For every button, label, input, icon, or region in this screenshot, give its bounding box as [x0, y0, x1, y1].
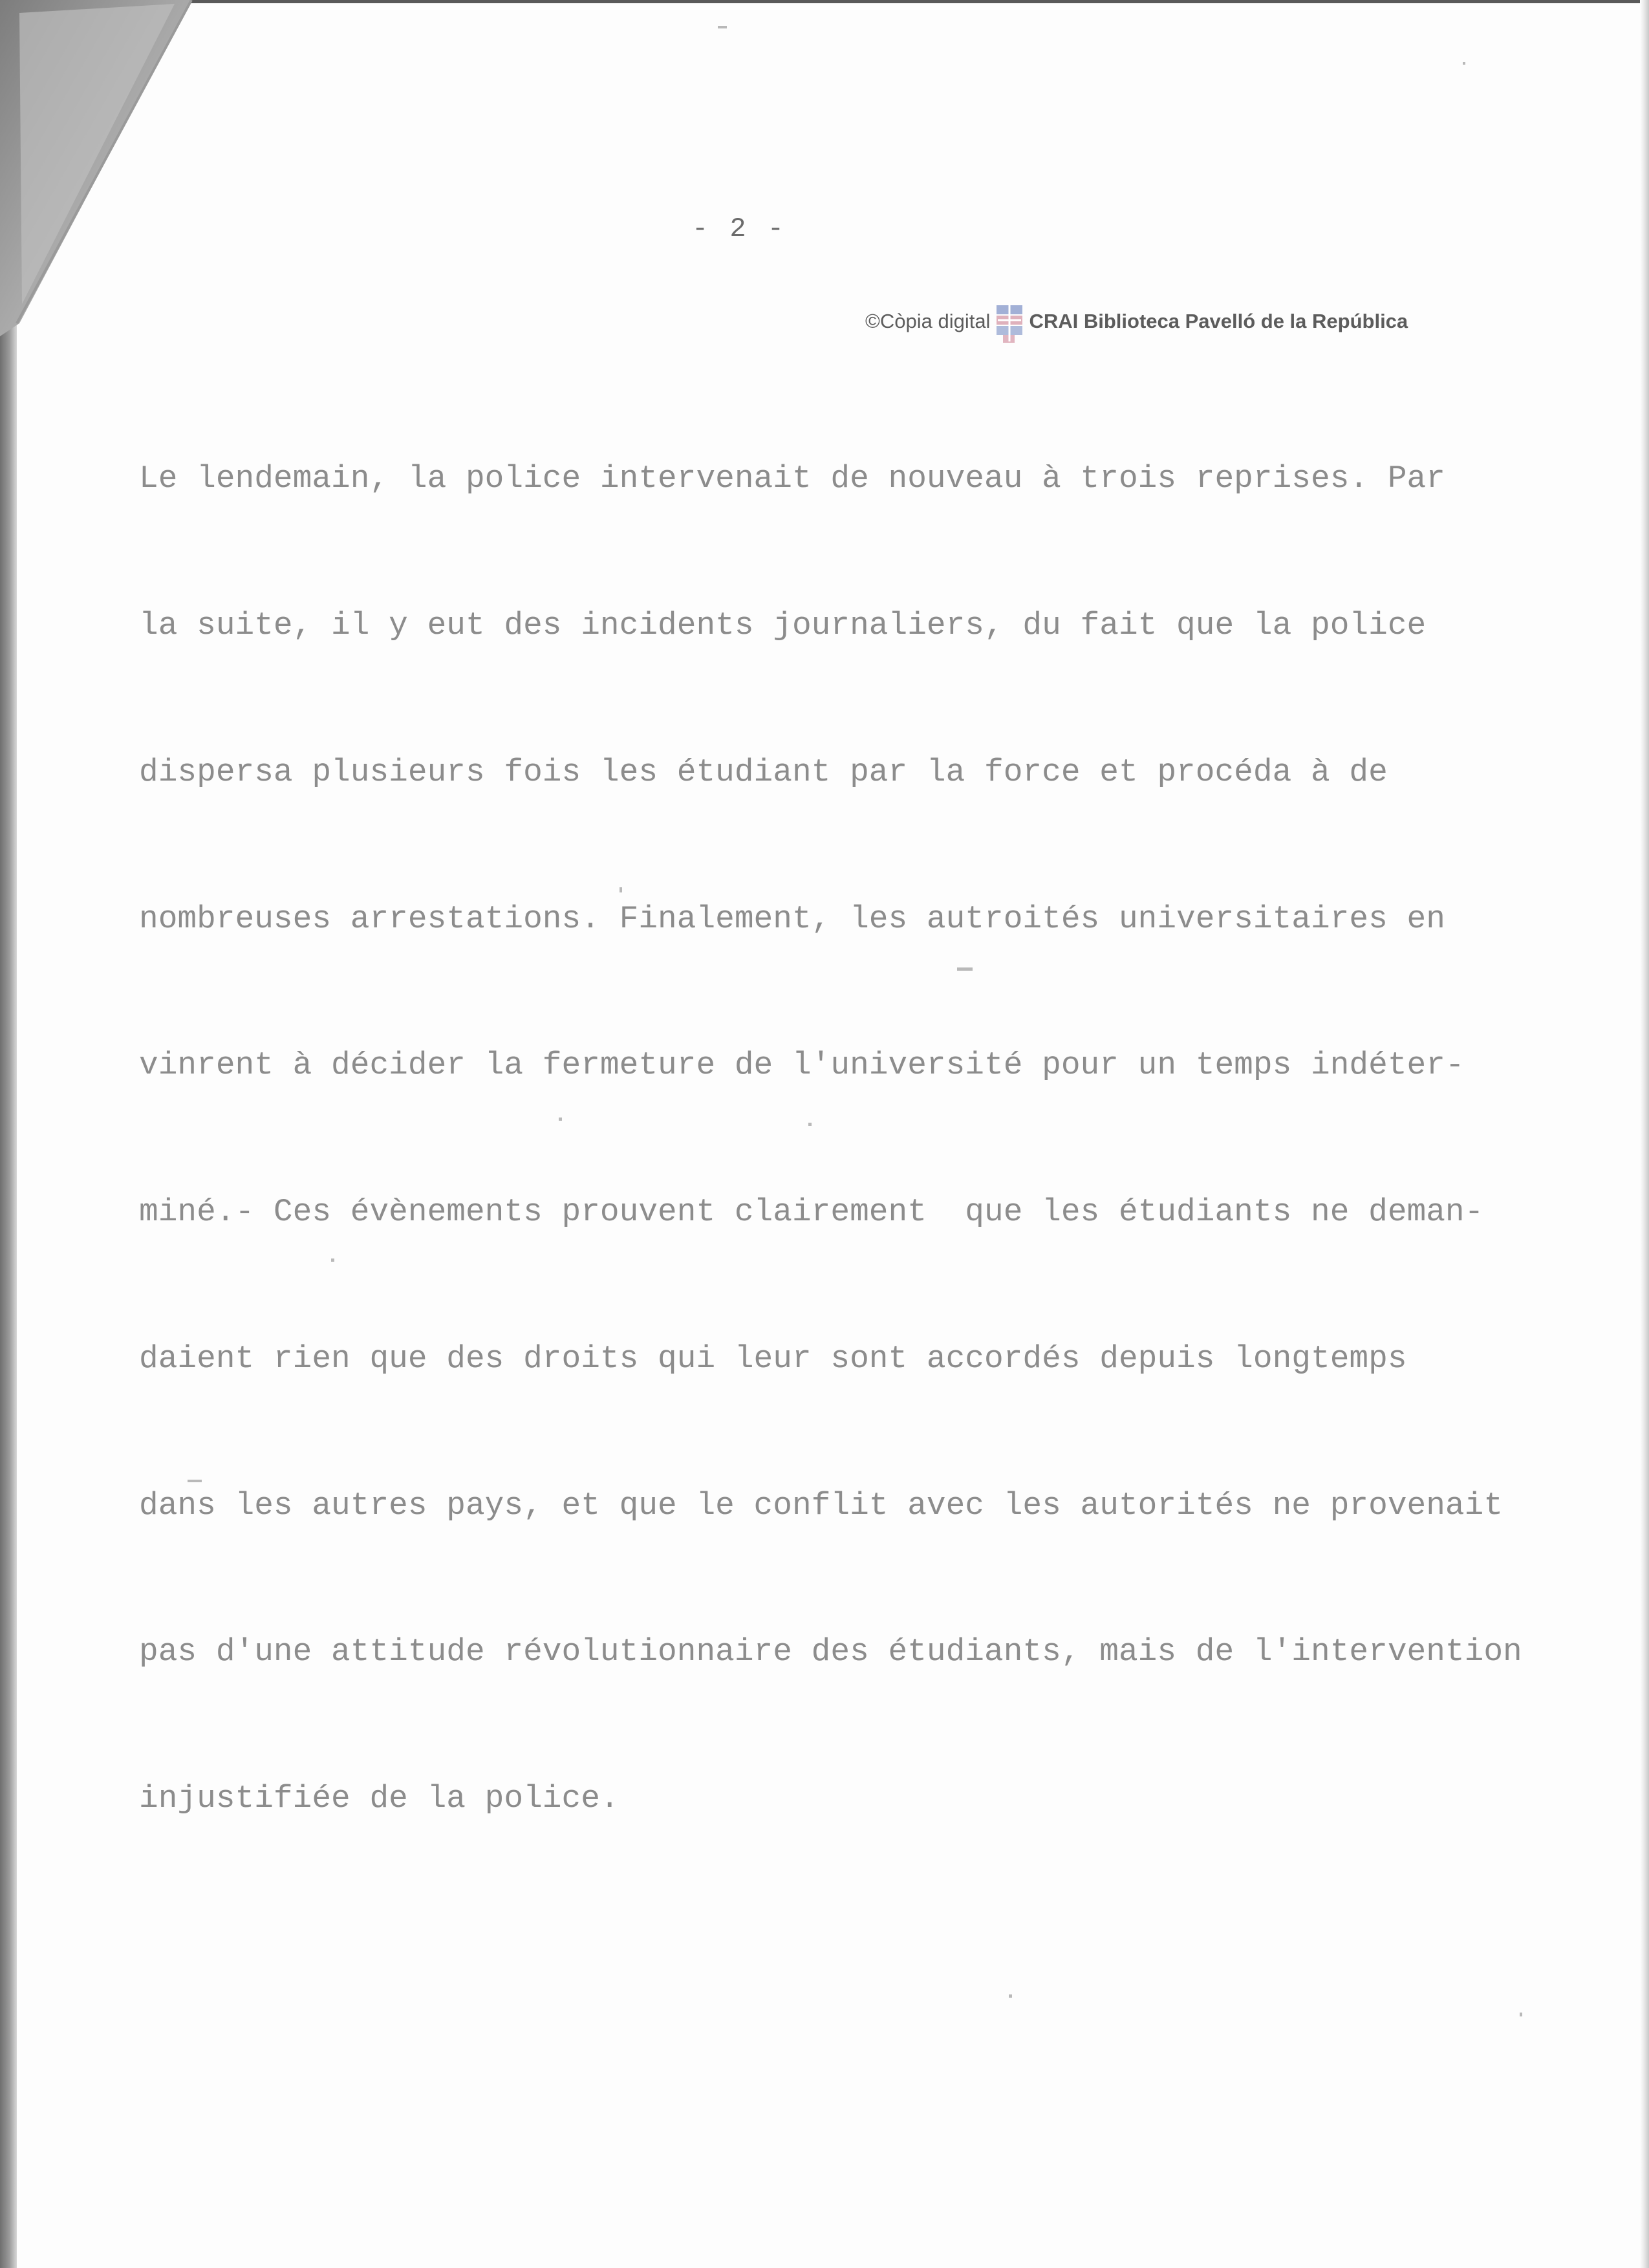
scan-speck [957, 967, 973, 971]
scan-top-edge [0, 0, 1649, 3]
scan-speck [559, 1118, 562, 1121]
scan-speck [718, 26, 727, 28]
scan-speck [620, 887, 622, 892]
scan-speck [331, 1258, 334, 1262]
text-line: pas d'une attitude révolutionnaire des étudiants, mais de l'intervention [139, 1634, 1522, 1670]
text-line: daient rien que des droits qui leur sont accordés depuis longtemps [139, 1340, 1407, 1377]
copyright-stamp [865, 299, 1408, 344]
scan-speck [1463, 62, 1465, 65]
stamp-library-name: CRAI Biblioteca Pavelló de la República [1029, 310, 1408, 332]
scan-speck [188, 1480, 202, 1482]
text-line: nombreuses arrestations. Finalement, les autroités universitaires en [139, 900, 1445, 937]
text-line: miné.- Ces évènements prouvent clairement que les étudiants ne deman- [139, 1194, 1484, 1231]
scan-right-edge [1640, 0, 1649, 2268]
text-line: la suite, il y eut des incidents journaliers, du fait que la police [139, 607, 1427, 643]
folded-corner-icon [0, 0, 194, 336]
scan-speck [1520, 2013, 1522, 2016]
scan-binding-edge [0, 0, 17, 2268]
text-line: dispersa plusieurs fois les étudiant par la force et procéda à de [139, 753, 1388, 790]
scan-speck [1009, 1994, 1012, 1998]
text-line: injustifiée de la police. [139, 1780, 620, 1817]
scan-speck [808, 1123, 812, 1126]
stamp-prefix: ©Còpia digital [865, 310, 991, 332]
text-line: dans les autres pays, et que le conflit avec les autorités ne provenait [139, 1487, 1503, 1524]
page-number: - 2 - [692, 213, 787, 244]
text-line: Le lendemain, la police intervenait de nouveau à trois reprises. Par [139, 460, 1445, 497]
text-line: vinrent à décider la fermeture de l'université pour un temps indéter- [139, 1047, 1465, 1084]
body-paragraph [139, 357, 1549, 1872]
crai-library-logo-icon [995, 299, 1024, 344]
